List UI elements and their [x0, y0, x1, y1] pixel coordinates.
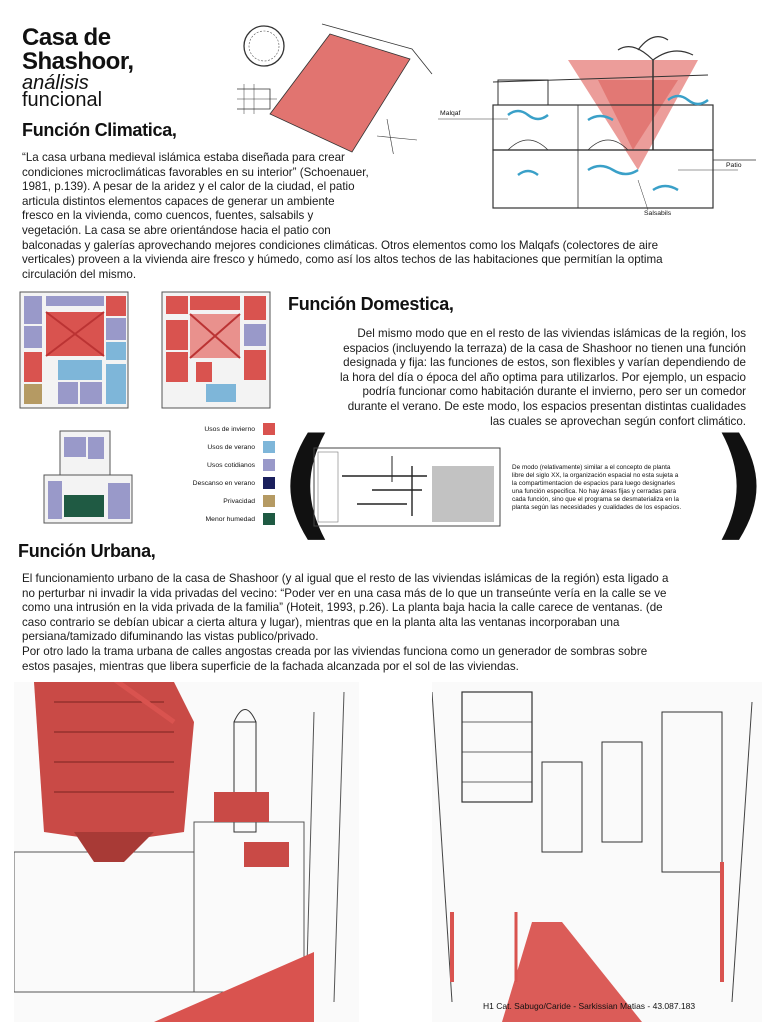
urbana-line-2: como una intrusión en la vida privada de la familia” (Hoteit, 1993, p.26). La planta baja hacia la calle carece de ventanas. (de — [22, 601, 663, 615]
legend-swatch — [263, 423, 275, 435]
pavilion-plan-drawing — [312, 446, 502, 528]
close-parenthesis: ) — [712, 414, 767, 553]
pavilion-note — [512, 464, 724, 512]
note-line-0: De modo (relativamente) similar a el concepto de planta — [512, 464, 671, 471]
climatica-line-3: articula distintos elementos capaces de generar un ambiente — [22, 194, 335, 208]
note-line-4: cada función, sino que el programa se desmaterializa en la — [512, 496, 679, 503]
urbana-line-5: Por otro lado la trama urbana de calles angostas creada por las viviendas funciona como un generador de sombras sobre — [22, 644, 648, 658]
climatica-line-2: 1981, p.139). A pesar de la aridez y el calor de la ciudad, el patio — [22, 180, 355, 194]
street-sketch-right — [432, 682, 762, 1022]
urbana-line-4: persiana/tamizado difuminando las vistas publico/privado. — [22, 630, 319, 644]
climatica-line-5: vegetación. La casa se abre orientándose hacia el patio con — [22, 223, 331, 237]
title-line-2: Shashoor, — [22, 48, 134, 75]
heading-urbana: Función Urbana, — [18, 541, 156, 561]
domestica-line-5: durante el verano. De este modo, los espacios presentan distintas cualidades — [347, 399, 746, 413]
domestica-text — [280, 327, 746, 429]
domestica-line-0: Del mismo modo que en el resto de las viviendas islámicas de la región, los — [357, 327, 746, 340]
climatica-text — [22, 151, 762, 282]
legend-label: Usos cotidianos — [207, 462, 255, 469]
floor-plan-2 — [160, 290, 272, 410]
urbana-line-6: estos pasajes, mientras que libera superficie de la fachada alcanzada por el sol de las viviendas. — [22, 659, 519, 673]
legend-label: Descanso en verano — [192, 480, 255, 487]
page-title — [22, 26, 134, 74]
domestica-line-4: podría funcionar como habitación durante el invierno, pero ser un comedor — [362, 385, 746, 399]
title-subtitle-1: análisis — [22, 72, 89, 94]
legend-item-summer-rest — [180, 477, 275, 493]
legend-item-winter — [180, 423, 275, 439]
domestica-line-2: designada y fija: las funciones de estos, son flexibles y varían dependiendo de — [343, 356, 746, 370]
title-subtitle-2: funcional — [22, 89, 103, 111]
legend-swatch — [263, 495, 275, 507]
note-line-1: libre del siglo XX, la organización espacial no esta sujeta a — [512, 472, 679, 479]
legend-swatch — [263, 513, 275, 525]
climatica-line-4: fresco en la vivienda, como cuencos, fuentes, salsabils y — [22, 209, 314, 223]
open-parenthesis: ( — [280, 414, 335, 553]
domestica-line-1: espacios (incluyendo la terraza) de la casa de Shashoor no tienen una función — [343, 341, 746, 355]
legend-label: Privacidad — [223, 498, 255, 505]
heading-climatica: Función Climatica, — [22, 120, 177, 140]
legend-swatch — [263, 441, 275, 453]
urbana-line-0: El funcionamiento urbano de la casa de Shashoor (y al igual que el resto de las viviendas islámicas de la región) esta ligado a — [22, 572, 669, 585]
climatica-line-0: “La casa urbana medieval islámica estaba diseñada para crear — [22, 151, 345, 164]
legend-swatch — [263, 459, 275, 471]
legend-swatch — [263, 477, 275, 489]
climatica-line-6: balconadas y galerías aprovechando mejores condiciones climáticas. Otros elementos como los Malqafs (colectores de aire — [22, 238, 659, 252]
label-malqaf: Malqaf — [440, 110, 461, 117]
legend-label: Usos de invierno — [204, 426, 255, 433]
legend-label: Usos de verano — [207, 444, 255, 451]
floor-plan-3 — [40, 425, 135, 525]
urbana-line-3: caso contrario se debían ubicar a cierta altura y lugar), mientras que en la planta alta las ventanas incorporaban una — [22, 615, 620, 629]
legend-item-privacy — [180, 495, 275, 511]
floor-plan-1 — [18, 290, 130, 410]
legend-item-daily — [180, 459, 275, 475]
climatica-line-1: condiciones microclimáticas favorables en su interior” (Schoenauer, — [22, 165, 369, 179]
legend-label: Menor humedad — [205, 516, 255, 523]
note-line-5: planta según las necesidades y cualidades de los espacios. — [512, 504, 682, 511]
legend-item-humidity — [180, 513, 275, 529]
domestica-line-3: la hora del día o época del año optima para utilizarlos. Por ejemplo, un espacio — [339, 370, 746, 384]
domestica-line-6: las cuales se aprovechan según confort climático. — [490, 414, 746, 428]
climatica-line-7: verticales) proveen a la vivienda aire fresco y húmedo, como así los altos techos de las habitaciones que permitían la optima — [22, 253, 663, 267]
legend-item-summer — [180, 441, 275, 457]
label-salsabils: Salsabils — [644, 210, 672, 217]
street-sketch-left — [14, 682, 359, 1022]
climatica-line-8: circulación del mismo. — [22, 267, 137, 281]
footer-credit: H1 Cat. Sabugo/Caride - Sarkissian Matias - 43.087.183 — [483, 1001, 696, 1011]
urbana-line-1: no perturbar ni invadir la vida privadas del vecino: “Poder ver en una casa más de lo que un transeúnte vería en la calle se ve — [22, 586, 667, 600]
site-plan-drawing — [232, 14, 437, 154]
note-line-3: una función especifica. No hay áreas fijas y cerradas para — [512, 488, 677, 495]
label-patio: Patio — [726, 162, 742, 169]
heading-domestica: Función Domestica, — [288, 294, 454, 314]
title-line-1: Casa de — [22, 24, 111, 51]
note-line-2: la compartimentacion de espacios para luego designarles — [512, 480, 676, 487]
urbana-text — [22, 572, 762, 674]
